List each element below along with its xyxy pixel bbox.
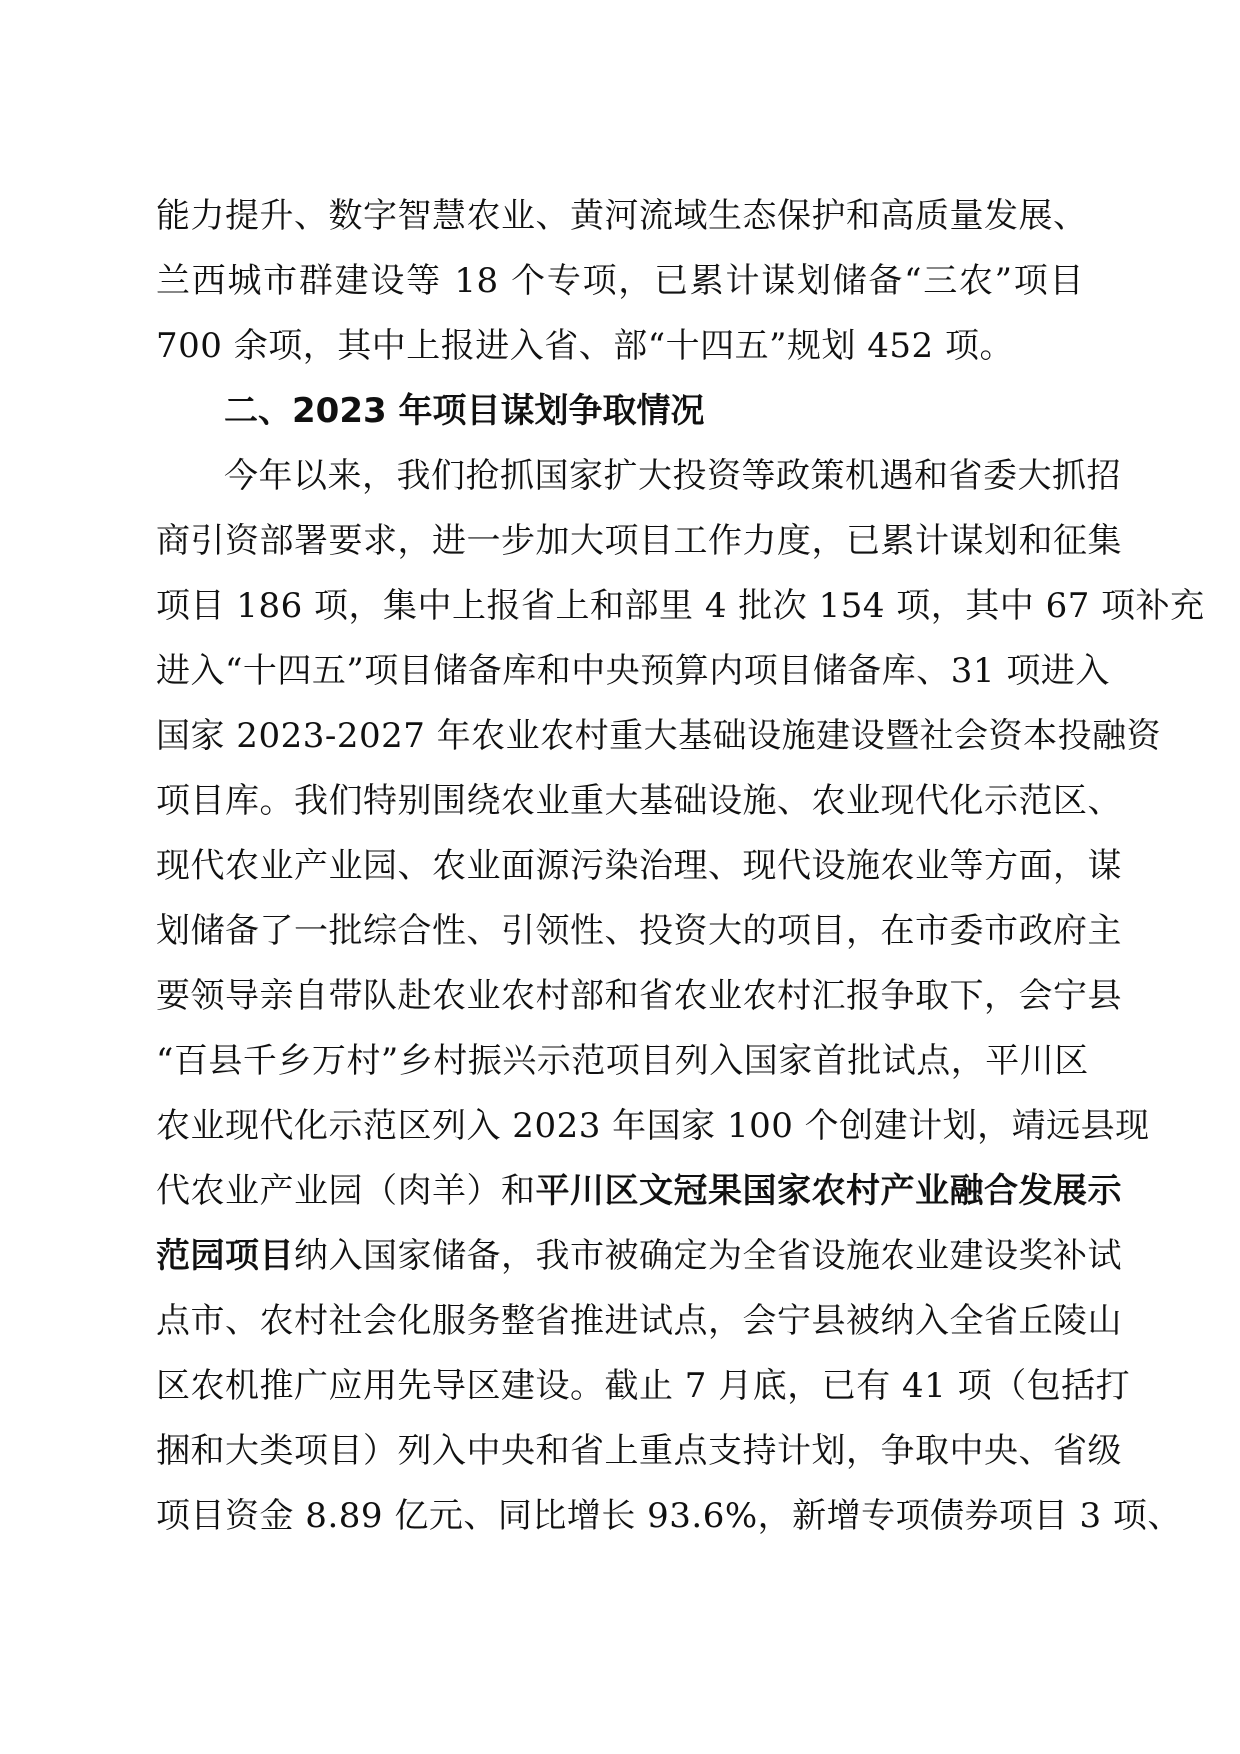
paragraph-2-line-3: 项目 186 项，集中上报省上和部里 4 批次 154 项，其中 67 项补充 — [156, 586, 1205, 626]
paragraph-2-line-6: 项目库。我们特别围绕农业重大基础设施、农业现代化示范区、 — [156, 781, 1122, 821]
paragraph-2-line-9: 要领导亲自带队赴农业农村部和省农业农村汇报争取下，会宁县 — [156, 976, 1122, 1016]
paragraph-2-line-11: 农业现代化示范区列入 2023 年国家 100 个创建计划，靖远县现 — [156, 1106, 1150, 1146]
paragraph-2-line-7: 现代农业产业园、农业面源污染治理、现代设施农业等方面，谋 — [156, 846, 1122, 886]
paragraph-1-line-1: 能力提升、数字智慧农业、黄河流域生态保护和高质量发展、 — [156, 196, 1088, 236]
paragraph-2-line-5: 国家 2023-2027 年农业农村重大基础设施建设暨社会资本投融资 — [156, 716, 1162, 756]
paragraph-2-line-10: “百县千乡万村”乡村振兴示范项目列入国家首批试点，平川区 — [156, 1041, 1089, 1081]
paragraph-2-line-4: 进入“十四五”项目储备库和中央预算内项目储备库、31 项进入 — [156, 651, 1110, 691]
paragraph-2-line-16: 捆和大类项目）列入中央和省上重点支持计划，争取中央、省级 — [156, 1431, 1122, 1471]
section-heading-2: 二、2023 年项目谋划争取情况 — [224, 391, 705, 431]
paragraph-2-line-1: 今年以来，我们抢抓国家扩大投资等政策机遇和省委大抓招 — [224, 456, 1121, 496]
paragraph-1-line-3: 700 余项，其中上报进入省、部“十四五”规划 452 项。 — [156, 326, 1014, 366]
paragraph-2-line-14: 点市、农村社会化服务整省推进试点，会宁县被纳入全省丘陵山 — [156, 1301, 1122, 1341]
line-12-bold-text: 平川区文冠果国家农村产业融合发展示 — [535, 1171, 1122, 1211]
line-12-normal-text: 代农业产业园（肉羊）和 — [156, 1171, 536, 1211]
line-13-normal-text: 纳入国家储备，我市被确定为全省设施农业建设奖补试 — [294, 1236, 1122, 1276]
paragraph-2-line-8: 划储备了一批综合性、引领性、投资大的项目，在市委市政府主 — [156, 911, 1122, 951]
paragraph-2-line-12 — [156, 1161, 1122, 1221]
paragraph-2-line-2: 商引资部署要求，进一步加大项目工作力度，已累计谋划和征集 — [156, 521, 1122, 561]
line-13-bold-text: 范园项目 — [156, 1236, 294, 1276]
paragraph-1-line-2: 兰西城市群建设等 18 个专项，已累计谋划储备“三农”项目 — [156, 261, 1084, 301]
paragraph-2-line-13 — [156, 1226, 1122, 1286]
paragraph-2-line-17: 项目资金 8.89 亿元、同比增长 93.6%，新增专项债券项目 3 项、 — [156, 1496, 1182, 1536]
paragraph-2-line-15: 区农机推广应用先导区建设。截止 7 月底，已有 41 项（包括打 — [156, 1366, 1131, 1406]
